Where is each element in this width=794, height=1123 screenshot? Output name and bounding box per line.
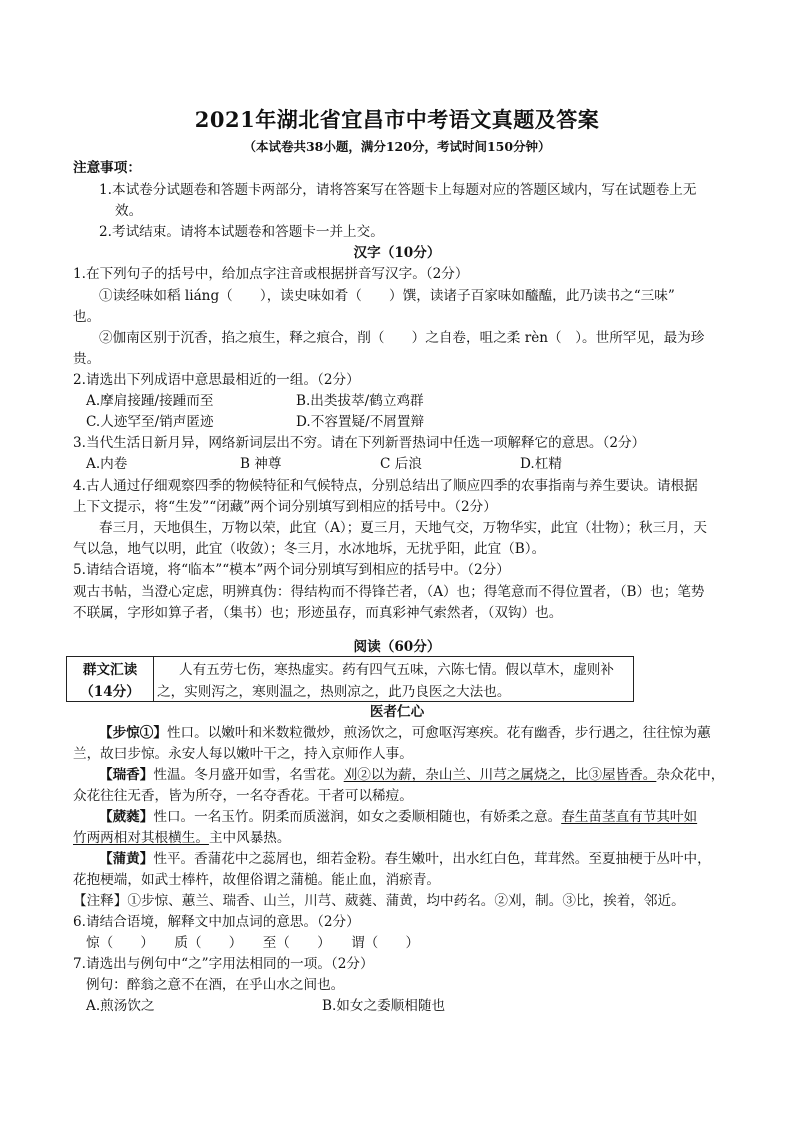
article-term-weirui: 【葳蕤】 (99, 809, 154, 825)
q2-option-a: A.摩肩接踵/接踵而至 (86, 393, 214, 409)
article-title: 医者仁心 (369, 704, 425, 720)
page-title: 2021年湖北省宜昌市中考语文真题及答案 (194, 107, 600, 132)
article-p2-underlined: 刈②以为薪，杂山兰、川芎之属烧之，比③屋皆香。 (343, 767, 657, 783)
q3-option-d: D.杠精 (520, 456, 562, 472)
q4-stem-cont: 上下文提示，将“生发”“闭藏”两个词分别填写到相应的括号中。（2分） (73, 499, 497, 515)
group-reading-score: （14分） (80, 684, 140, 700)
q6-items: 惊（ ） 质（ ） 至（ ） 谓（ ） (86, 935, 420, 951)
article-paragraph-3-cont (73, 828, 291, 848)
notice-item-1-cont: 效。 (115, 203, 143, 219)
q2-option-c: C.人迹罕至/销声匿迹 (86, 414, 214, 430)
q6-stem: 6.请结合语境，解释文中加点词的意思。（2分） (73, 914, 360, 930)
q2-option-b: B.出类拔萃/鹤立鸡群 (296, 393, 424, 409)
article-p4-text: 性平。香蒲花中之蕊屑也，细若金粉。春生嫩叶，出水红白色，茸茸然。至夏抽梗于丛叶中， (153, 851, 711, 867)
q4-passage-1: 春三月，天地俱生，万物以荣，此宜（A）；夏三月，天地气交，万物华实，此宜（壮物）；秋三月，天 (99, 520, 707, 536)
q5-passage-2: 不联属，字形如算子者，（集书）也；形迹虽存，而真彩神气索然者，（双钩）也。 (73, 605, 563, 621)
q1-item-2: ②伽南区别于沉香，掐之痕生，释之痕合，削（ ）之自卷，咀之柔 rèn（ ）。世所罕见，最为珍 (99, 330, 705, 346)
group-reading-text-2: 之，实则泻之，寒则温之，热则凉之，此乃良医之大法也。 (157, 684, 511, 700)
article-paragraph-1 (99, 723, 711, 743)
q5-passage-1: 观古书帖，当澄心定虑，明辨真伪：得结构而不得锋芒者，（A）也；得笔意而不得位置者，（B）也；笔势 (73, 584, 705, 600)
article-p3-tail: 主中风暴热。 (208, 830, 291, 846)
notice-item-1: 1.本试卷分试题卷和答题卡两部分，请将答案写在答题卡上每题对应的答题区域内，写在试题卷上无 (99, 182, 697, 198)
q1-item-1-cont: 也。 (73, 309, 101, 325)
article-paragraph-4-cont: 花抱梗端，如武士棒杵，故俚俗谓之蒲槌。能止血，消瘀青。 (73, 872, 441, 888)
group-reading-box (66, 656, 634, 702)
article-p3-text: 性口。一名玉竹。阴柔而质滋润，如女之委顺相随也，有娇柔之意。 (153, 809, 562, 825)
article-p2-tail: 杂众花中， (656, 767, 725, 783)
q3-option-a: A.内卷 (86, 456, 128, 472)
q3-option-c: C 后浪 (380, 456, 422, 472)
q1-item-2-cont: 贵。 (73, 351, 101, 367)
q7-option-a: A.煎汤饮之 (86, 998, 155, 1014)
section-heading-hanzi: 汉字（10分） (353, 245, 441, 261)
group-reading-label: 群文汇读 (82, 662, 138, 678)
q1-stem: 1.在下列句子的括号中，给加点字注音或根据拼音写汉字。（2分） (73, 266, 469, 282)
article-paragraph-1-cont: 兰，故曰步惊。永安人每以嫩叶干之，持入京师作人事。 (73, 746, 413, 762)
article-p3-underlined: 春生苗茎直有节其叶如 (561, 809, 698, 825)
group-reading-label-cell (67, 657, 154, 701)
q4-stem: 4.古人通过仔细观察四季的物候特征和气候特点，分别总结出了顺应四季的农事指南与养生要诀。请根据 (73, 478, 698, 494)
article-p1-text: 性口。以嫩叶和米数粒微炒，煎汤饮之，可愈呕泻寒疾。花有幽香，步行遇之，往往惊为蕙 (166, 725, 711, 741)
page-subtitle: （本试卷共38小题，满分120分，考试时间150分钟） (243, 139, 551, 154)
section-heading-reading: 阅读（60分） (353, 639, 441, 655)
q5-stem: 5.请结合语境，将“临本”“模本”两个词分别填写到相应的括号中。（2分） (73, 562, 510, 578)
notice-heading: 注意事项： (73, 160, 141, 176)
q3-option-b: B 神尊 (240, 456, 282, 472)
article-paragraph-2 (99, 765, 724, 785)
group-reading-text-1: 人有五劳七伤，寒热虚实。药有四气五味，六陈七情。假以草木，虚则补 (179, 662, 614, 678)
article-p3-underlined-cont: 竹两两相对其根横生。 (73, 830, 209, 846)
q7-stem: 7.请选出与例句中“之”字用法相同的一项。（2分） (73, 956, 374, 972)
q2-stem: 2.请选出下列成语中意思最相近的一组。（2分） (73, 372, 360, 388)
q3-stem: 3.当代生活日新月异，网络新词层出不穷。请在下列新晋热词中任选一项解释它的意思。（2分） (73, 435, 646, 451)
q7-example: 例句：醉翁之意不在酒，在乎山水之间也。 (86, 977, 345, 993)
article-paragraph-4 (99, 849, 711, 869)
article-term-ruixiang: 【瑞香】 (99, 767, 154, 783)
q4-passage-2: 气以急，地气以明，此宜（收敛）；冬三月，水冰地坼，无扰乎阳，此宜（B）。 (73, 541, 546, 557)
article-term-puhuang: 【蒲黄】 (99, 851, 154, 867)
article-paragraph-3 (99, 807, 697, 827)
article-paragraph-2-cont: 众花往往无香，皆为所夺，一名夺香花。干者可以稀痘。 (73, 788, 413, 804)
notice-item-2: 2.考试结束。请将本试题卷和答题卡一并上交。 (99, 224, 384, 240)
q1-item-1: ①读经味如稻 liáng（ ），读史味如肴（ ）馔，读诸子百家味如醯醢，此乃读书之“三味” (99, 288, 675, 304)
article-notes: 【注释】①步惊、蕙兰、瑞香、山兰，川芎、葳蕤、蒲黄，均中药名。②刈，制。③比，挨着，邻近。 (73, 893, 685, 909)
article-term-bujing: 【步惊①】 (99, 725, 167, 741)
q2-option-d: D.不容置疑/不屑置辩 (296, 414, 425, 430)
article-p2-text: 性温。冬月盛开如雪，名雪花。 (153, 767, 344, 783)
q7-option-b: B.如女之委顺相随也 (322, 998, 446, 1014)
